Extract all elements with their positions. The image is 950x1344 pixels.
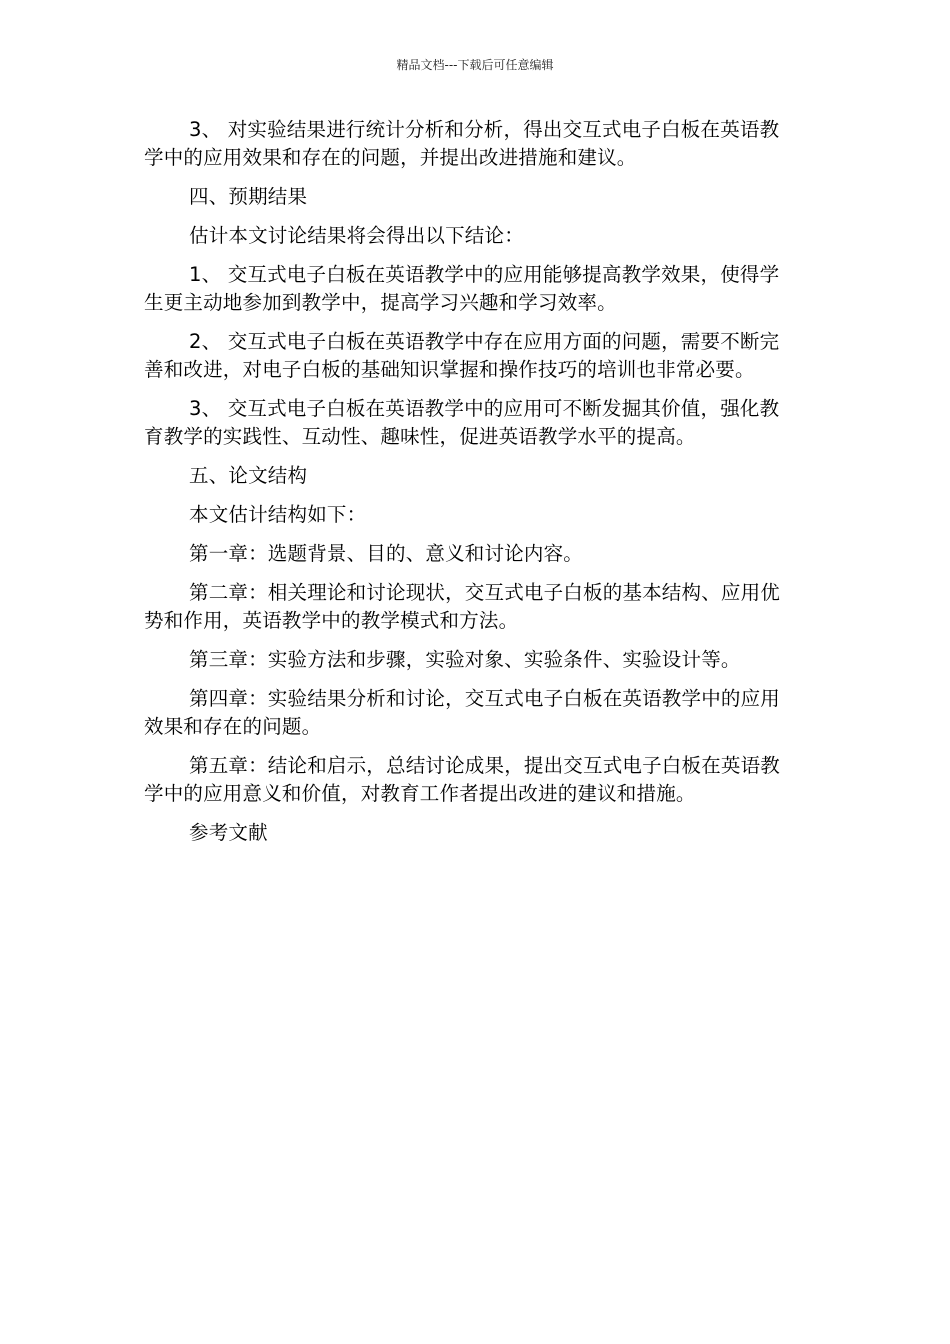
paragraph-conclusion-2: 2、 交互式电子白板在英语教学中存在应用方面的问题，需要不断完善和改进，对电子白板的基础知识掌握和操作技巧的培训也非常必要。 (144, 330, 780, 381)
paragraph-result-analysis: 3、 对实验结果进行统计分析和分析，得出交互式电子白板在英语教学中的应用效果和存在的问题，并提出改进措施和建议。 (144, 118, 780, 169)
paragraph-conclusion-3: 3、 交互式电子白板在英语教学中的应用可不断发掘其价值，强化教育教学的实践性、互动性、趣味性，促进英语教学水平的提高。 (144, 397, 780, 448)
paragraph-structure-intro: 本文估计结构如下： (189, 503, 367, 526)
document-body (144, 116, 794, 858)
paragraph-chapter-4: 第四章：实验结果分析和讨论，交互式电子白板在英语教学中的应用效果和存在的问题。 (144, 687, 781, 738)
paragraph-conclusion-1: 1、 交互式电子白板在英语教学中的应用能够提高教学效果，使得学生更主动地参加到教学中，提高学习兴趣和学习效率。 (144, 263, 780, 314)
section-heading-thesis-structure: 五、论文结构 (189, 464, 308, 487)
paragraph-chapter-1: 第一章：选题背景、目的、意义和讨论内容。 (189, 542, 584, 565)
paragraph-conclusions-intro: 估计本文讨论结果将会得出以下结论： (189, 224, 524, 247)
section-heading-references: 参考文献 (189, 821, 268, 844)
section-heading-expected-results: 四、预期结果 (189, 185, 308, 208)
paragraph-chapter-5: 第五章：结论和启示，总结讨论成果，提出交互式电子白板在英语教学中的应用意义和价值，对教育工作者提出改进的建议和措施。 (144, 754, 781, 805)
paragraph-chapter-3: 第三章：实验方法和步骤，实验对象、实验条件、实验设计等。 (189, 648, 741, 671)
paragraph-chapter-2: 第二章：相关理论和讨论现状，交互式电子白板的基本结构、应用优势和作用，英语教学中的教学模式和方法。 (144, 581, 781, 632)
page-header: 精品文档---下载后可任意编辑 (396, 58, 554, 72)
